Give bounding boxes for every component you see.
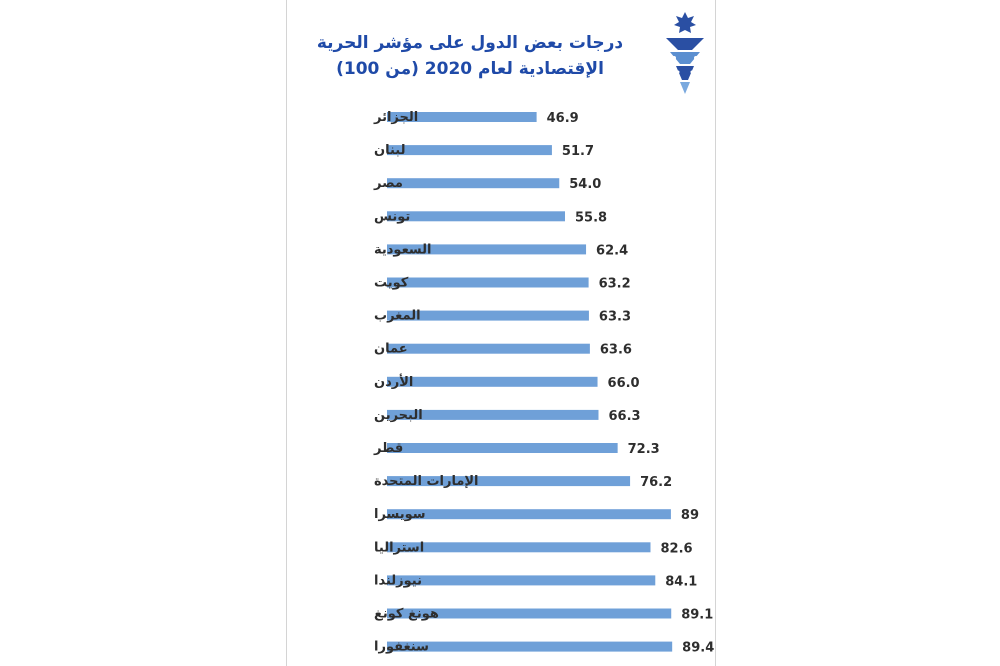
chart-title-line-1: درجات بعض الدول على مؤشر الحرية [316, 33, 624, 53]
value-label: 89.1 [681, 607, 714, 623]
category-label: نيوزلندا [374, 573, 422, 589]
category-label: استراليا [374, 540, 425, 556]
value-label: 63.2 [598, 276, 631, 292]
category-label: الإمارات المتحدة [374, 474, 479, 490]
value-label: 54.0 [569, 177, 602, 193]
chart-title-line-2: الإقتصادية لعام 2020 (من 100) [336, 59, 604, 79]
value-label: 55.8 [575, 210, 608, 226]
value-label: 51.7 [561, 144, 595, 160]
bar [387, 344, 590, 354]
bar [387, 642, 672, 652]
category-label: سنغفورا [374, 639, 429, 655]
bar [387, 443, 618, 453]
value-label: 82.6 [660, 541, 693, 557]
category-label: تونس [374, 209, 411, 225]
bar [387, 278, 589, 288]
bar [387, 178, 559, 188]
value-label: 63.6 [599, 342, 632, 358]
value-label: 66.0 [607, 375, 640, 391]
bar [387, 377, 598, 387]
value-label: 46.9 [546, 111, 579, 126]
category-label: عمان [374, 341, 408, 357]
bar [387, 145, 552, 155]
category-label: كويت [374, 275, 409, 291]
category-label: قطر [374, 441, 404, 456]
value-label: 89.4 [682, 640, 715, 656]
value-label: 66.3 [608, 408, 641, 424]
bar [387, 509, 671, 519]
category-label: مصر [374, 176, 403, 192]
category-label: السعودية [374, 242, 432, 258]
category-label: لبنان [374, 143, 406, 159]
value-label: 63.3 [598, 309, 632, 325]
category-label: البحرين [374, 407, 423, 423]
value-label: 76.2 [640, 475, 673, 491]
bar [387, 211, 565, 221]
bar [387, 575, 655, 585]
value-label: 89 [680, 508, 700, 524]
category-label: الجزائر [374, 110, 419, 125]
category-label: هونغ كونغ [374, 606, 439, 622]
category-label: سويسرا [374, 507, 426, 523]
value-label: 84.1 [665, 574, 698, 590]
category-label: المغرب [374, 308, 421, 324]
value-label: 62.4 [596, 243, 629, 259]
value-label: 72.3 [627, 442, 660, 457]
category-label: الأردن [374, 374, 414, 390]
bar [387, 542, 650, 552]
